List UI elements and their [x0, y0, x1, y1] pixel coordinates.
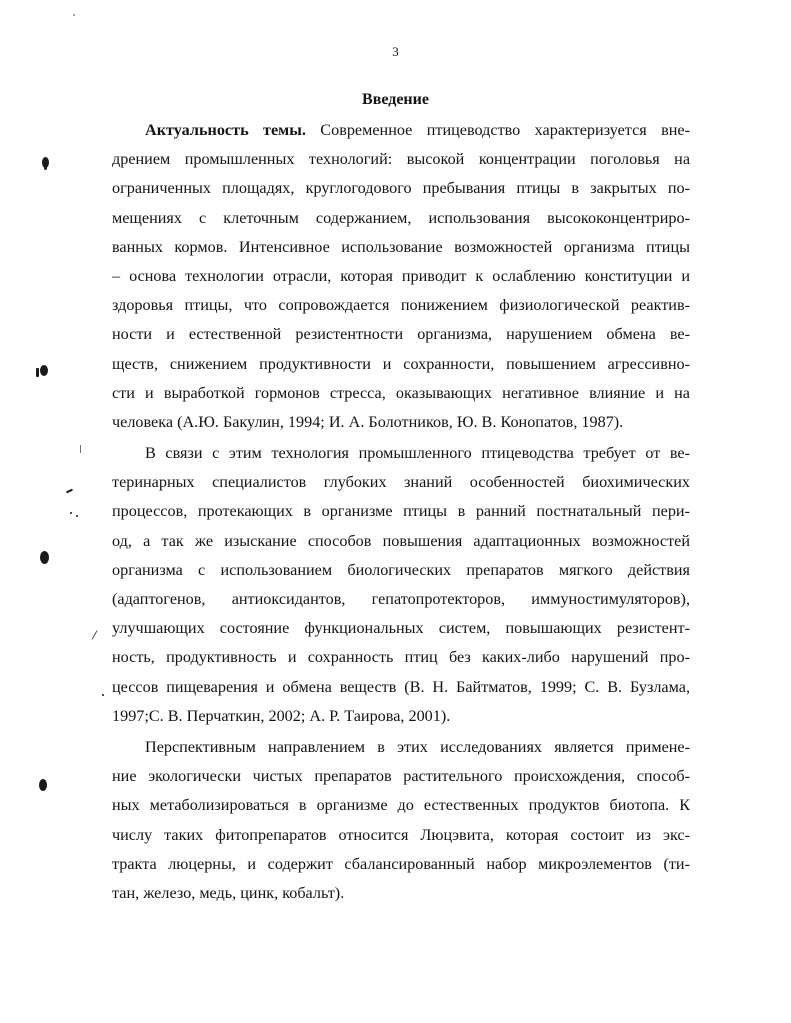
scan-speck — [66, 489, 73, 494]
paragraph-requirements — [112, 439, 690, 731]
paragraph-line: сти и выработкой гормонов стресса, оказывающих негативное влияние и на — [112, 383, 690, 402]
scan-speck — [92, 630, 98, 639]
paragraph-line: ограниченных площадях, круглогодового пребывания птицы в закрытых по- — [112, 179, 690, 198]
paragraph-line: тан, железо, медь, цинк, кобальт). — [112, 883, 345, 902]
paragraph-line: мещениях с клеточным содержанием, использования высококонцентриро- — [112, 208, 690, 227]
paragraph-line: Актуальность темы. Современное птицеводство характеризуется вне- — [145, 121, 690, 139]
paragraph-line: здоровья птицы, что сопровождается понижением физиологической реактив- — [112, 296, 690, 315]
paragraph-line: теринарных специалистов глубоких знаний особенностей биохимических — [112, 473, 690, 492]
section-heading: Введение — [362, 91, 429, 108]
paragraph-perspective — [112, 733, 690, 908]
scan-speck — [70, 512, 72, 514]
paragraph-line: процессов, протекающих в организме птицы в ранний постнатальный пери- — [112, 502, 690, 521]
paragraph-line: 1997;С. В. Перчаткин, 2002; А. Р. Таирова, 2001). — [112, 706, 451, 725]
paragraph-line: дрением промышленных технологий: высокой концентрации поголовья на — [112, 150, 690, 169]
scan-speck — [40, 551, 49, 564]
scan-speck — [44, 166, 47, 170]
paragraph-line: цессов пищеварения и обмена веществ (В. Н. Байтматов, 1999; С. В. Бузлама, — [112, 677, 690, 696]
paragraph-line: человека (А.Ю. Бакулин, 1994; И. А. Болотников, Ю. В. Конопатов, 1987). — [112, 412, 624, 431]
paragraph-line: тракта люцерны, и содержит сбалансированный набор микроэлементов (ти- — [112, 854, 690, 873]
paragraph-line: – основа технологии отрасли, которая приводит к ослаблению конституции и — [112, 266, 690, 285]
paragraph-line: ществ, снижением продуктивности и сохранности, повышением агрессивно- — [112, 354, 690, 373]
paragraph-line: ность, продуктивность и сохранность птиц без каких-либо нарушений про- — [112, 648, 690, 667]
paragraph-line: ности и естественной резистентности организма, нарушением обмена ве- — [112, 325, 690, 344]
paragraph-relevance — [112, 116, 690, 437]
scan-speck — [40, 365, 48, 376]
paragraph-line: ванных кормов. Интенсивное использование возможностей организма птицы — [112, 237, 690, 256]
paragraph-line: организма с использованием биологических препаратов мягкого действия — [112, 560, 690, 579]
scan-speck — [73, 14, 75, 16]
paragraph-line: ных метаболизироваться в организме до естественных продуктов биотопа. К — [112, 796, 690, 815]
paragraph-line: числу таких фитопрепаратов относится Люцэвита, которая состоит из экс- — [112, 825, 690, 844]
paragraph-line: улучшающих состояние функциональных систем, повышающих резистент- — [112, 619, 690, 638]
paragraph-line: од, а так же изыскание способов повышения адаптационных возможностей — [112, 531, 690, 550]
paragraph-line: (адаптогенов, антиоксидантов, гепатопротекторов, иммуностимуляторов), — [112, 589, 690, 608]
scan-speck — [36, 368, 39, 377]
scan-speck — [76, 515, 78, 517]
page-number: 3 — [392, 44, 399, 59]
paragraph-line: В связи с этим технология промышленного птицеводства требует от ве- — [145, 444, 690, 462]
scan-speck — [39, 779, 47, 791]
scan-speck — [102, 694, 104, 696]
paragraph-line: Перспективным направлением в этих исследованиях является примене- — [145, 738, 690, 756]
relevance-lead: Актуальность темы. — [145, 121, 306, 139]
paragraph-line: ние экологически чистых препаратов растительного происхождения, способ- — [112, 767, 690, 786]
scan-speck — [80, 445, 81, 453]
